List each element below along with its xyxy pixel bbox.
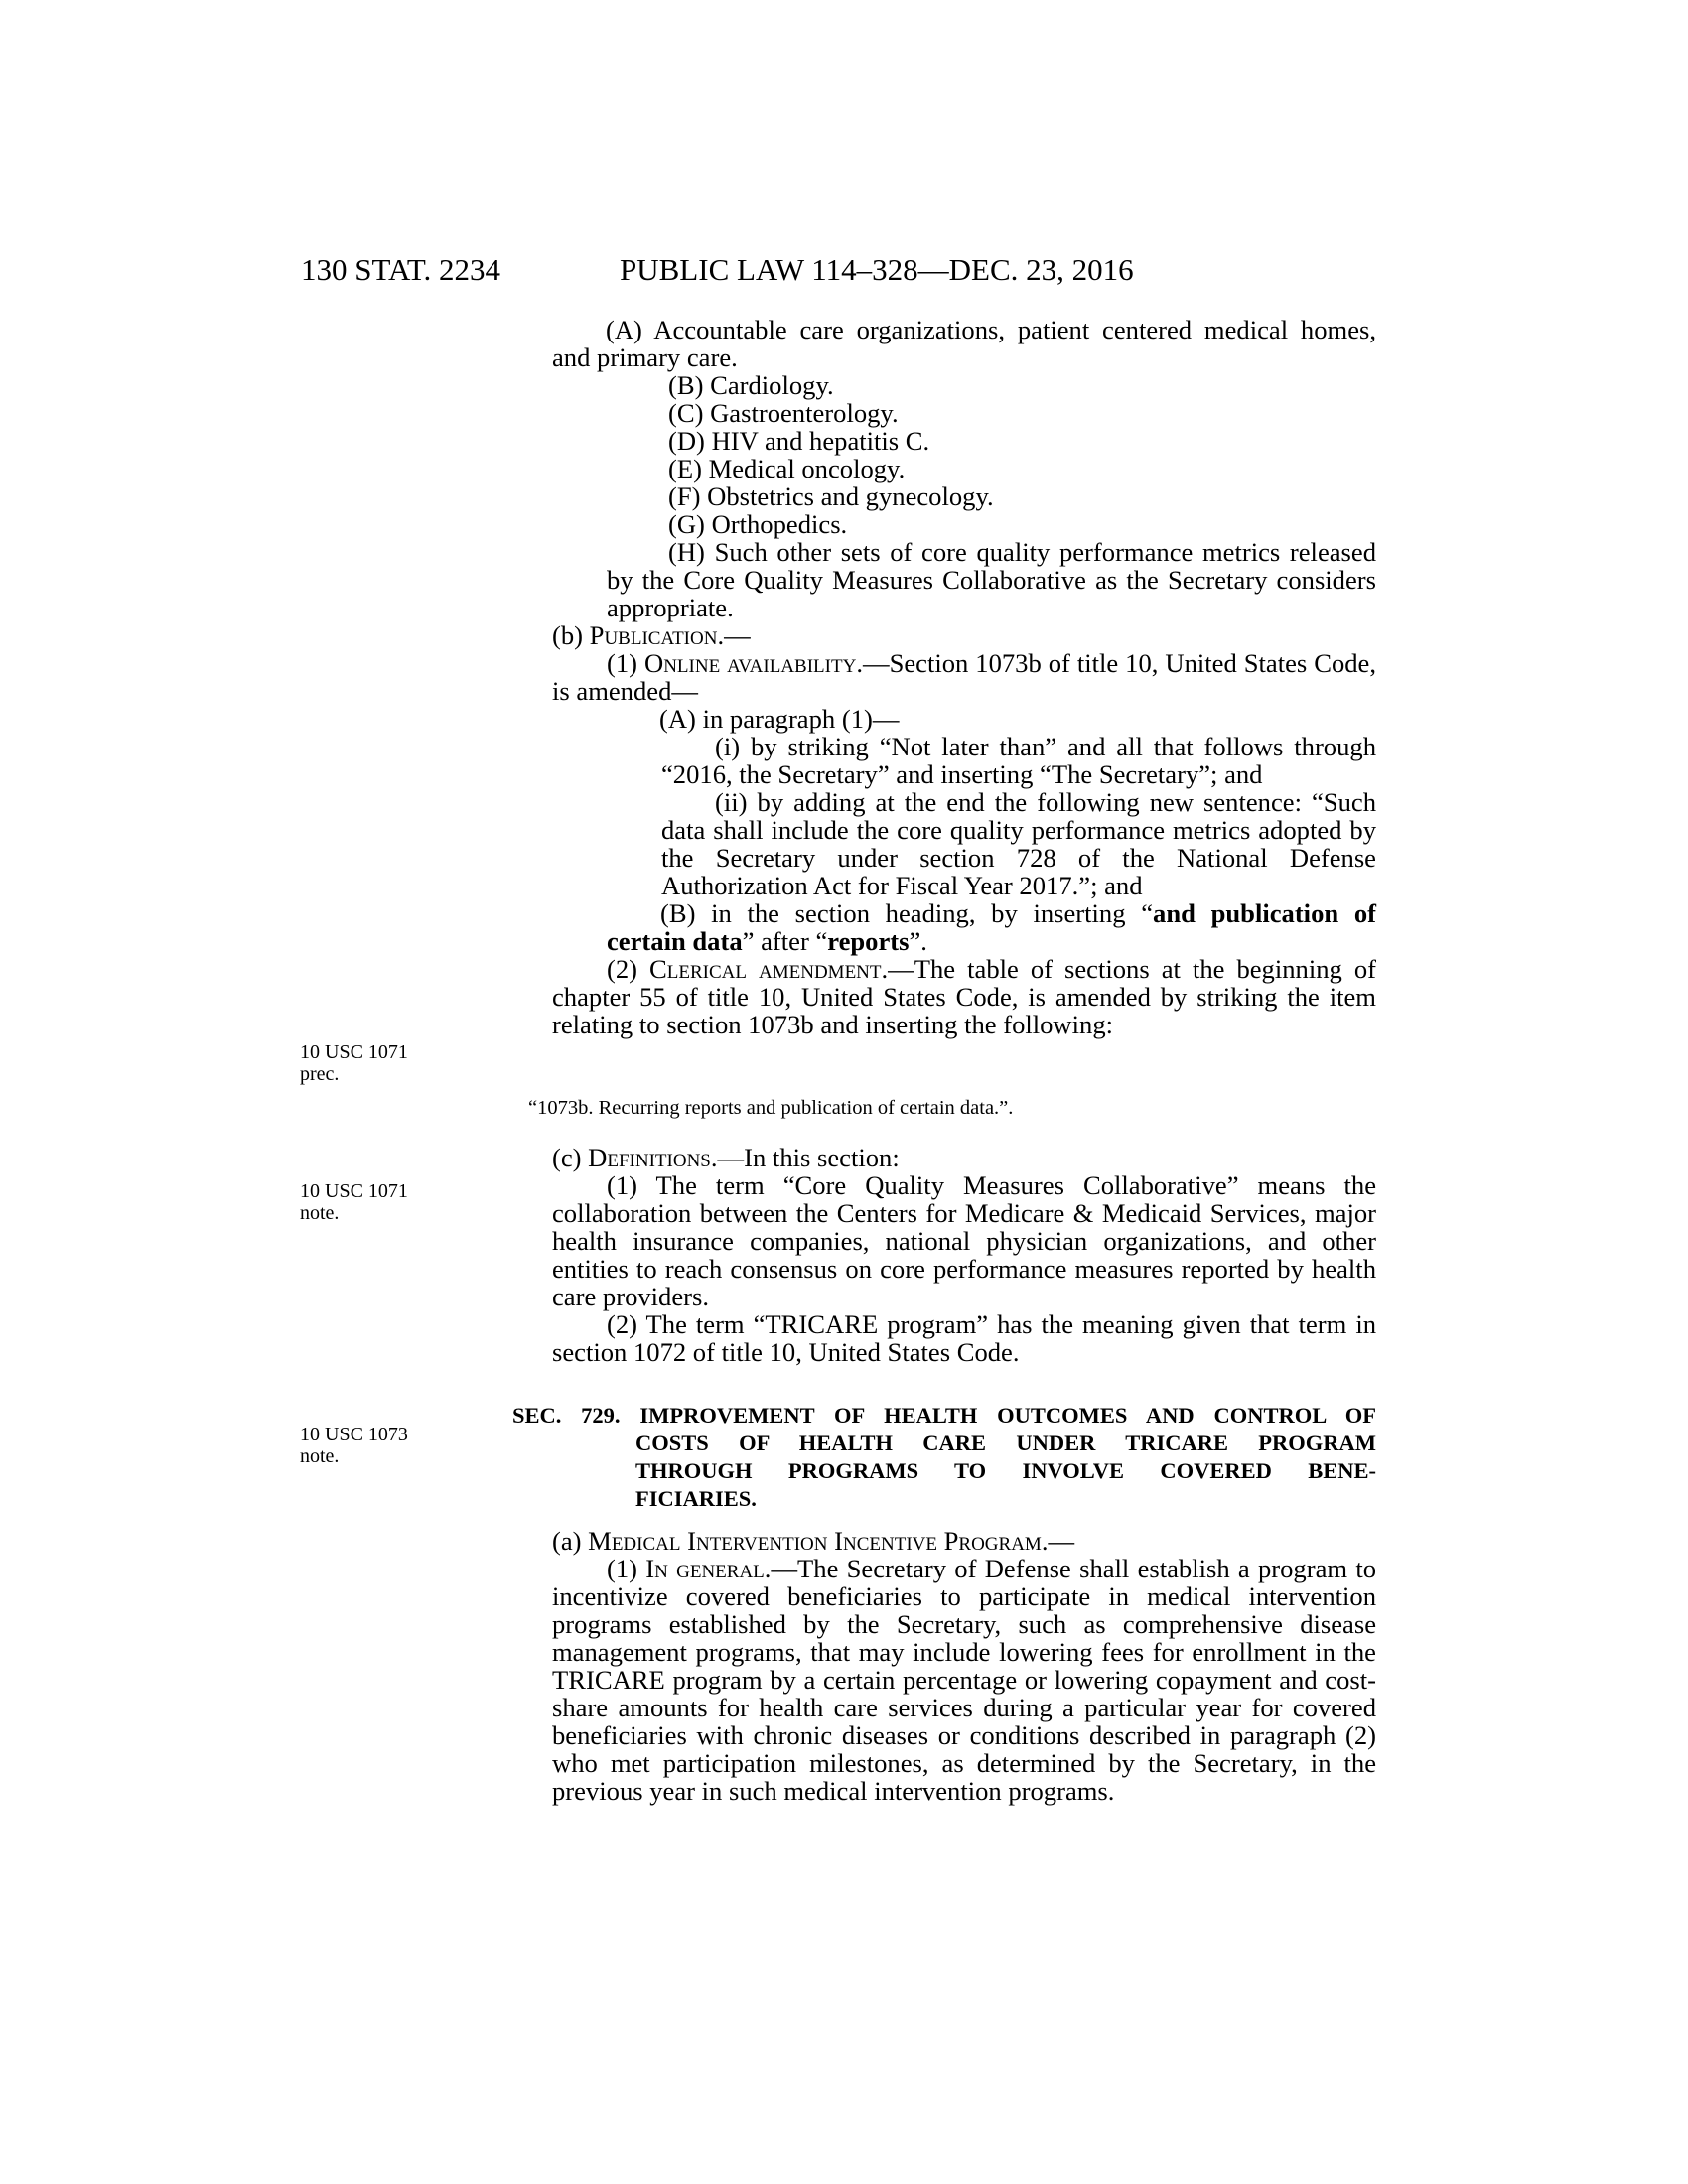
subsection-b-title: Publication.— — [589, 620, 751, 650]
paragraph-1-b-bold-2: reports — [827, 926, 910, 956]
paragraph-1-b — [552, 899, 1376, 955]
spacer — [552, 1366, 1376, 1402]
body-text — [512, 315, 1377, 1806]
spacer — [552, 1122, 1376, 1144]
list-item-h: (H) Such other sets of core quality performance metrics released by the Core Quality Measures Collaborative as the Secretary considers appropriate. — [607, 537, 1376, 622]
section-729-heading-line: SEC. 729. IMPROVEMENT OF HEALTH OUTCOMES AND CONTROL OF — [512, 1403, 1376, 1428]
spacer — [552, 1513, 1376, 1527]
subsection-c-heading: Definitions. — [588, 1143, 718, 1172]
paragraph-1-text: —Section 1073b of title 10, United States Code, is amended— — [552, 648, 1376, 706]
section-729-a-1-prefix: (1) — [607, 1554, 646, 1583]
subsection-c-definitions — [552, 1144, 1376, 1171]
running-head-title: PUBLIC LAW 114–328—DEC. 23, 2016 — [620, 252, 1134, 287]
paragraph-2-text: —The table of sections at the beginning of chapter 55 of title 10, United States Code, is amended by striking the item relating to section 1073b and inserting the following: — [552, 954, 1376, 1039]
paragraph-2-heading: Clerical amendment. — [649, 954, 889, 984]
spacer — [552, 1038, 1376, 1094]
margin-note-line: 10 USC 1071 — [300, 1180, 408, 1202]
margin-note-10-usc-1071-note — [300, 1180, 408, 1224]
paragraph-1-heading: Online availability. — [643, 648, 863, 678]
section-729-a-heading: Medical Intervention Incentive Program.— — [588, 1526, 1075, 1556]
paragraph-1-b-text-1: (B) in the section heading, by inserting “ — [660, 898, 1154, 928]
margin-note-line: 10 USC 1073 — [300, 1424, 408, 1445]
stat-page-reference: 130 STAT. 2234 — [301, 252, 501, 287]
paragraph-1-a-i: (i) by striking “Not later than” and all that follows through “2016, the Secretary” and inserting “The Secretary”; and — [661, 732, 1376, 789]
list-item-c: (C) Gastroenterology. — [668, 398, 899, 428]
definition-2: (2) The term “TRICARE program” has the meaning given that term in section 1072 of title 10, United States Code. — [552, 1309, 1376, 1367]
list-item-f: (F) Obstetrics and gynecology. — [668, 481, 994, 511]
paragraph-1-b-bold-1: and publication of certain data — [607, 898, 1376, 956]
subsection-b-heading — [552, 621, 1376, 649]
subsection-c-prefix: (c) — [552, 1143, 589, 1172]
section-729-a-1-text: —The Secretary of Defense shall establish a program to incentivize covered beneficiaries to participate in medical intervention programs established by the Secretary, such as comprehensive disease management programs, that may include lowering fees for enrollment in the TRICARE program by a certain percentage or lowering copayment and cost-share amounts for health care services during a particular year for covered beneficiaries with chronic diseases or conditions described in paragraph (2) who met participation milestones, as determined by the Secretary, in the previous year in such medical intervention programs. — [552, 1554, 1377, 1806]
table-of-sections-item: “1073b. Recurring reports and publication of certain data.”. — [528, 1097, 1014, 1119]
paragraph-2-prefix: (2) — [607, 954, 650, 984]
paragraph-1-b-text-3: ”. — [909, 926, 927, 956]
margin-note-line: note. — [300, 1445, 340, 1467]
section-729-subsection-a — [552, 1527, 1376, 1555]
margin-note-line: prec. — [300, 1063, 340, 1085]
section-729-heading-line: THROUGH PROGRAMS TO INVOLVE COVERED BENE- — [635, 1458, 1376, 1483]
list-item-a: (A) Accountable care organizations, patient centered medical homes, and primary care. — [552, 315, 1376, 372]
list-item-d: (D) HIV and hepatitis C. — [668, 426, 930, 456]
paragraph-1-a: (A) in paragraph (1)— — [659, 704, 900, 734]
list-item-b: (B) Cardiology. — [668, 370, 834, 400]
section-729-a-1 — [552, 1555, 1376, 1805]
paragraph-1-b-text-2: ” after “ — [742, 926, 828, 956]
list-item-e: (E) Medical oncology. — [668, 454, 906, 483]
margin-note-line: 10 USC 1071 — [300, 1041, 408, 1063]
paragraph-1-online-availability — [552, 649, 1376, 705]
definition-1: (1) The term “Core Quality Measures Collaborative” means the collaboration between the Centers for Medicare & Medicaid Services, major health insurance companies, national physician organizations, and other entities to reach consensus on core performance measures reported by health care providers. — [552, 1170, 1376, 1311]
paragraph-1-a-ii: (ii) by adding at the end the following new sentence: “Such data shall include the core quality performance metrics adopted by the Secretary under section 728 of the National Defense Authorization Act for Fiscal Year 2017.”; and — [661, 787, 1376, 900]
section-729-a-1-heading: In general. — [645, 1554, 772, 1583]
section-729-a-prefix: (a) — [552, 1526, 589, 1556]
section-729-heading-line: FICIARIES. — [635, 1486, 757, 1511]
subsection-b-prefix: (b) — [552, 620, 590, 650]
subsection-c-text: —In this section: — [717, 1143, 900, 1172]
section-729-heading — [512, 1402, 1376, 1513]
margin-note-10-usc-1071-prec — [300, 1041, 408, 1085]
margin-note-line: note. — [300, 1202, 340, 1224]
paragraph-1-prefix: (1) — [607, 648, 644, 678]
list-item-g: (G) Orthopedics. — [668, 509, 848, 539]
paragraph-2-clerical-amendment — [552, 955, 1376, 1038]
section-729-heading-line: COSTS OF HEALTH CARE UNDER TRICARE PROGRAM — [635, 1431, 1376, 1455]
margin-note-10-usc-1073-note — [300, 1424, 408, 1467]
